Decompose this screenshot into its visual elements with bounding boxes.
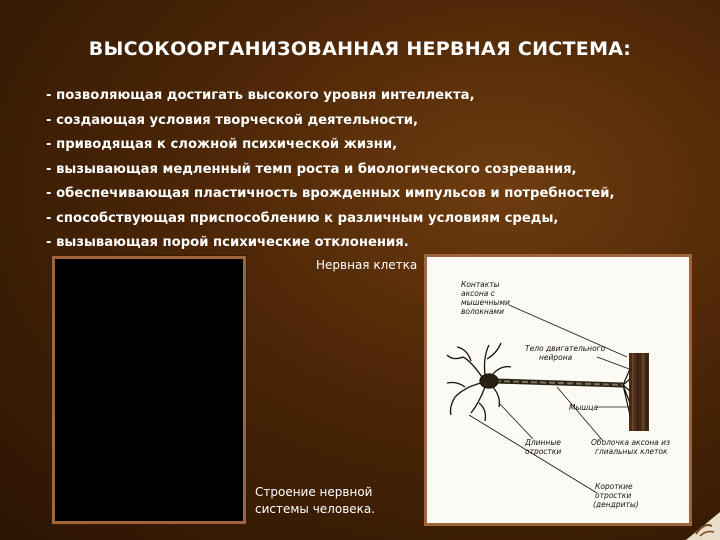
structure-caption xyxy=(255,484,375,518)
list-item: - обеспечивающая пластичность врожденных импульсов и потребностей, xyxy=(46,182,614,207)
diagram-label: глиальных клеток xyxy=(595,447,668,456)
list-item: - вызывающая порой психические отклонения. xyxy=(46,231,614,256)
neuron-illustration xyxy=(427,257,689,523)
list-item: - приводящая к сложной психической жизни, xyxy=(46,133,614,158)
page-curl-icon xyxy=(686,512,720,540)
diagram-label: отростки xyxy=(595,491,632,500)
neuron-diagram xyxy=(424,254,692,526)
diagram-label: мышечными xyxy=(461,298,510,307)
diagram-label: Контакты xyxy=(461,280,500,289)
property-list xyxy=(46,84,614,256)
diagram-label: волокнами xyxy=(461,307,504,316)
structure-caption-line: Строение нервной xyxy=(255,485,373,499)
list-item: - вызывающая медленный темп роста и биологического созревания, xyxy=(46,158,614,183)
list-item: - способствующая приспособлению к различным условиям среды, xyxy=(46,207,614,232)
diagram-label: Тело двигательного xyxy=(525,344,606,353)
diagram-label: Оболочка аксона из xyxy=(591,438,671,447)
list-item: - позволяющая достигать высокого уровня интеллекта, xyxy=(46,84,614,109)
diagram-label: нейрона xyxy=(539,353,573,362)
structure-caption-line: системы человека. xyxy=(255,502,376,516)
list-item: - создающая условия творческой деятельности, xyxy=(46,109,614,134)
diagram-label: Длинные xyxy=(525,438,561,447)
axon xyxy=(495,369,630,415)
nervous-system-image xyxy=(52,256,246,524)
slide-title: ВЫСОКООРГАНИЗОВАННАЯ НЕРВНАЯ СИСТЕМА: xyxy=(88,38,632,60)
neuron-caption: Нервная клетка xyxy=(316,258,418,272)
diagram-label: Короткие xyxy=(595,482,633,491)
diagram-label: аксона с xyxy=(461,289,495,298)
muscle-fibers xyxy=(629,353,649,431)
diagram-label: Мышца xyxy=(569,403,598,412)
diagram-label: отростки xyxy=(525,447,562,456)
diagram-label: (дендриты) xyxy=(593,500,639,509)
